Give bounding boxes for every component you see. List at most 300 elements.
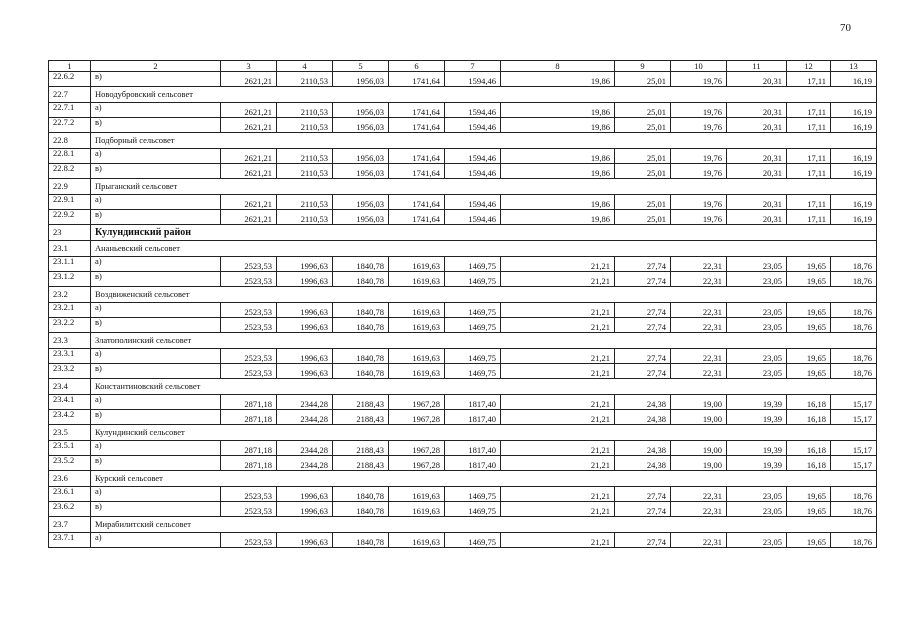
value-cell: 1619,63	[389, 533, 445, 548]
value-cell: 2621,21	[221, 164, 277, 179]
value-cell: 15,17	[831, 410, 877, 425]
table-row	[49, 410, 877, 425]
value-cell: 20,31	[727, 210, 787, 225]
value-cell: 16,19	[831, 149, 877, 164]
section-name: Ананьевский сельсовет	[91, 241, 877, 257]
value-cell: 1741,64	[389, 72, 445, 87]
value-cell: 16,18	[787, 395, 831, 410]
row-code: 23.5.2	[49, 456, 91, 471]
value-cell: 25,01	[615, 72, 671, 87]
value-cell: 25,01	[615, 164, 671, 179]
value-cell: 16,19	[831, 210, 877, 225]
table-row	[49, 272, 877, 287]
section-name: Прыганский сельсовет	[91, 179, 877, 195]
value-cell: 1996,63	[277, 533, 333, 548]
value-cell: 17,11	[787, 149, 831, 164]
value-cell: 1996,63	[277, 272, 333, 287]
value-cell: 25,01	[615, 149, 671, 164]
row-code: 22.7.1	[49, 103, 91, 118]
value-cell: 2871,18	[221, 441, 277, 456]
value-cell: 27,74	[615, 257, 671, 272]
value-cell: 1594,46	[445, 149, 501, 164]
value-cell: 2621,21	[221, 149, 277, 164]
row-name: а)	[91, 303, 221, 318]
value-cell: 2188,43	[333, 456, 389, 471]
value-cell: 19,86	[501, 103, 615, 118]
value-cell: 1469,75	[445, 349, 501, 364]
value-cell: 21,21	[501, 349, 615, 364]
row-code: 23.7.1	[49, 533, 91, 548]
value-cell: 1594,46	[445, 210, 501, 225]
section-name: Константиновский сельсовет	[91, 379, 877, 395]
value-cell: 22,31	[671, 349, 727, 364]
value-cell: 2344,28	[277, 410, 333, 425]
row-name: в)	[91, 502, 221, 517]
value-cell: 19,65	[787, 364, 831, 379]
value-cell: 1840,78	[333, 303, 389, 318]
value-cell: 1741,64	[389, 210, 445, 225]
value-cell: 1594,46	[445, 164, 501, 179]
value-cell: 27,74	[615, 318, 671, 333]
value-cell: 24,38	[615, 441, 671, 456]
value-cell: 1469,75	[445, 318, 501, 333]
value-cell: 24,38	[615, 410, 671, 425]
value-cell: 1741,64	[389, 118, 445, 133]
section-row	[49, 179, 877, 195]
value-cell: 19,86	[501, 118, 615, 133]
value-cell: 19,39	[727, 410, 787, 425]
value-cell: 1469,75	[445, 487, 501, 502]
section-code: 23.2	[49, 287, 91, 303]
header-cell: 10	[671, 61, 727, 72]
value-cell: 2871,18	[221, 410, 277, 425]
value-cell: 2871,18	[221, 395, 277, 410]
value-cell: 25,01	[615, 195, 671, 210]
value-cell: 19,00	[671, 456, 727, 471]
value-cell: 15,17	[831, 395, 877, 410]
value-cell: 24,38	[615, 456, 671, 471]
value-cell: 1996,63	[277, 502, 333, 517]
table-body	[49, 61, 877, 548]
value-cell: 2523,53	[221, 533, 277, 548]
row-name: в)	[91, 164, 221, 179]
header-cell: 6	[389, 61, 445, 72]
value-cell: 1956,03	[333, 149, 389, 164]
header-cell: 9	[615, 61, 671, 72]
section-code: 22.8	[49, 133, 91, 149]
value-cell: 27,74	[615, 349, 671, 364]
row-name: а)	[91, 349, 221, 364]
value-cell: 1619,63	[389, 502, 445, 517]
value-cell: 22,31	[671, 487, 727, 502]
value-cell: 19,65	[787, 487, 831, 502]
value-cell: 2523,53	[221, 303, 277, 318]
row-name: в)	[91, 272, 221, 287]
section-code: 23.7	[49, 517, 91, 533]
value-cell: 23,05	[727, 349, 787, 364]
section-row	[49, 379, 877, 395]
value-cell: 19,86	[501, 210, 615, 225]
value-cell: 2523,53	[221, 272, 277, 287]
value-cell: 16,19	[831, 164, 877, 179]
value-cell: 1996,63	[277, 364, 333, 379]
table-row	[49, 195, 877, 210]
value-cell: 17,11	[787, 210, 831, 225]
value-cell: 27,74	[615, 272, 671, 287]
value-cell: 19,65	[787, 272, 831, 287]
table-row	[49, 303, 877, 318]
row-code: 22.7.2	[49, 118, 91, 133]
header-cell: 11	[727, 61, 787, 72]
section-code: 23.4	[49, 379, 91, 395]
value-cell: 16,18	[787, 456, 831, 471]
row-code: 22.9.2	[49, 210, 91, 225]
table-row	[49, 533, 877, 548]
value-cell: 21,21	[501, 318, 615, 333]
row-name: а)	[91, 149, 221, 164]
row-name: а)	[91, 533, 221, 548]
value-cell: 19,86	[501, 149, 615, 164]
value-cell: 21,21	[501, 502, 615, 517]
header-cell: 1	[49, 61, 91, 72]
row-code: 23.6.1	[49, 487, 91, 502]
section-name: Златополинский сельсовет	[91, 333, 877, 349]
row-name: в)	[91, 456, 221, 471]
value-cell: 25,01	[615, 103, 671, 118]
section-row	[49, 517, 877, 533]
value-cell: 18,76	[831, 303, 877, 318]
value-cell: 1840,78	[333, 364, 389, 379]
value-cell: 1619,63	[389, 487, 445, 502]
value-cell: 1741,64	[389, 195, 445, 210]
value-cell: 16,19	[831, 103, 877, 118]
value-cell: 1594,46	[445, 103, 501, 118]
value-cell: 21,21	[501, 395, 615, 410]
value-cell: 1840,78	[333, 318, 389, 333]
row-code: 22.8.2	[49, 164, 91, 179]
value-cell: 22,31	[671, 272, 727, 287]
section-name: Мирабилитский сельсовет	[91, 517, 877, 533]
header-cell: 13	[831, 61, 877, 72]
row-name: в)	[91, 318, 221, 333]
value-cell: 1619,63	[389, 272, 445, 287]
value-cell: 1469,75	[445, 364, 501, 379]
value-cell: 1741,64	[389, 103, 445, 118]
value-cell: 2621,21	[221, 195, 277, 210]
value-cell: 2344,28	[277, 456, 333, 471]
region-row	[49, 225, 877, 241]
value-cell: 15,17	[831, 441, 877, 456]
row-code: 23.4.1	[49, 395, 91, 410]
value-cell: 19,65	[787, 502, 831, 517]
value-cell: 16,19	[831, 118, 877, 133]
header-cell: 4	[277, 61, 333, 72]
value-cell: 1840,78	[333, 533, 389, 548]
value-cell: 2621,21	[221, 210, 277, 225]
table-row	[49, 118, 877, 133]
value-cell: 27,74	[615, 533, 671, 548]
section-row	[49, 287, 877, 303]
value-cell: 1956,03	[333, 210, 389, 225]
value-cell: 23,05	[727, 303, 787, 318]
value-cell: 17,11	[787, 195, 831, 210]
table-row	[49, 103, 877, 118]
value-cell: 2344,28	[277, 441, 333, 456]
value-cell: 21,21	[501, 257, 615, 272]
value-cell: 20,31	[727, 118, 787, 133]
value-cell: 19,39	[727, 395, 787, 410]
value-cell: 2188,43	[333, 395, 389, 410]
value-cell: 22,31	[671, 533, 727, 548]
value-cell: 19,00	[671, 410, 727, 425]
value-cell: 21,21	[501, 303, 615, 318]
header-row	[49, 61, 877, 72]
value-cell: 19,39	[727, 441, 787, 456]
value-cell: 22,31	[671, 364, 727, 379]
value-cell: 1956,03	[333, 118, 389, 133]
row-name: а)	[91, 195, 221, 210]
header-cell: 8	[501, 61, 615, 72]
value-cell: 19,65	[787, 349, 831, 364]
value-cell: 20,31	[727, 72, 787, 87]
value-cell: 21,21	[501, 410, 615, 425]
row-name: в)	[91, 210, 221, 225]
value-cell: 25,01	[615, 118, 671, 133]
region-name: Кулундинский район	[91, 225, 877, 241]
value-cell: 18,76	[831, 487, 877, 502]
value-cell: 17,11	[787, 103, 831, 118]
section-row	[49, 471, 877, 487]
value-cell: 22,31	[671, 318, 727, 333]
value-cell: 2621,21	[221, 103, 277, 118]
value-cell: 19,76	[671, 103, 727, 118]
value-cell: 15,17	[831, 456, 877, 471]
table-row	[49, 318, 877, 333]
row-code: 22.9.1	[49, 195, 91, 210]
value-cell: 1967,28	[389, 441, 445, 456]
value-cell: 2523,53	[221, 318, 277, 333]
section-code: 23.5	[49, 425, 91, 441]
value-cell: 1469,75	[445, 257, 501, 272]
row-code: 23.4.2	[49, 410, 91, 425]
value-cell: 2110,53	[277, 210, 333, 225]
header-cell: 3	[221, 61, 277, 72]
section-name: Кулундинский сельсовет	[91, 425, 877, 441]
value-cell: 1619,63	[389, 318, 445, 333]
value-cell: 19,76	[671, 164, 727, 179]
row-code: 23.3.2	[49, 364, 91, 379]
table-row	[49, 164, 877, 179]
table-row	[49, 149, 877, 164]
row-name: в)	[91, 364, 221, 379]
table-row	[49, 441, 877, 456]
value-cell: 21,21	[501, 533, 615, 548]
row-code: 23.2.1	[49, 303, 91, 318]
value-cell: 1469,75	[445, 502, 501, 517]
section-row	[49, 241, 877, 257]
value-cell: 2523,53	[221, 487, 277, 502]
value-cell: 23,05	[727, 318, 787, 333]
value-cell: 1817,40	[445, 456, 501, 471]
value-cell: 1996,63	[277, 303, 333, 318]
row-name: а)	[91, 103, 221, 118]
row-code: 23.3.1	[49, 349, 91, 364]
value-cell: 2188,43	[333, 410, 389, 425]
value-cell: 2523,53	[221, 502, 277, 517]
value-cell: 22,31	[671, 257, 727, 272]
value-cell: 19,65	[787, 303, 831, 318]
value-cell: 27,74	[615, 364, 671, 379]
header-cell: 12	[787, 61, 831, 72]
table-row	[49, 210, 877, 225]
value-cell: 19,65	[787, 318, 831, 333]
value-cell: 19,76	[671, 149, 727, 164]
row-name: а)	[91, 395, 221, 410]
value-cell: 20,31	[727, 149, 787, 164]
value-cell: 1817,40	[445, 441, 501, 456]
value-cell: 19,76	[671, 118, 727, 133]
value-cell: 1817,40	[445, 410, 501, 425]
value-cell: 16,18	[787, 441, 831, 456]
value-cell: 19,86	[501, 72, 615, 87]
section-name: Воздвиженский сельсовет	[91, 287, 877, 303]
value-cell: 21,21	[501, 456, 615, 471]
value-cell: 1840,78	[333, 272, 389, 287]
value-cell: 2523,53	[221, 349, 277, 364]
value-cell: 1996,63	[277, 257, 333, 272]
value-cell: 19,76	[671, 195, 727, 210]
value-cell: 18,76	[831, 349, 877, 364]
value-cell: 2110,53	[277, 149, 333, 164]
row-code: 22.8.1	[49, 149, 91, 164]
section-code: 22.9	[49, 179, 91, 195]
value-cell: 19,39	[727, 456, 787, 471]
value-cell: 1840,78	[333, 349, 389, 364]
table-row	[49, 349, 877, 364]
row-name: а)	[91, 257, 221, 272]
value-cell: 18,76	[831, 318, 877, 333]
section-row	[49, 425, 877, 441]
section-name: Курский сельсовет	[91, 471, 877, 487]
value-cell: 2110,53	[277, 103, 333, 118]
table-row	[49, 456, 877, 471]
value-cell: 1840,78	[333, 487, 389, 502]
value-cell: 20,31	[727, 195, 787, 210]
value-cell: 2110,53	[277, 72, 333, 87]
row-code: 23.6.2	[49, 502, 91, 517]
row-name: в)	[91, 118, 221, 133]
value-cell: 18,76	[831, 533, 877, 548]
value-cell: 1594,46	[445, 118, 501, 133]
value-cell: 17,11	[787, 72, 831, 87]
section-code: 23.6	[49, 471, 91, 487]
value-cell: 21,21	[501, 487, 615, 502]
section-code: 23.1	[49, 241, 91, 257]
table-row	[49, 487, 877, 502]
value-cell: 1619,63	[389, 364, 445, 379]
value-cell: 21,21	[501, 272, 615, 287]
section-row	[49, 133, 877, 149]
value-cell: 1956,03	[333, 195, 389, 210]
value-cell: 18,76	[831, 272, 877, 287]
value-cell: 1967,28	[389, 410, 445, 425]
value-cell: 1967,28	[389, 456, 445, 471]
value-cell: 20,31	[727, 103, 787, 118]
header-cell: 7	[445, 61, 501, 72]
value-cell: 1469,75	[445, 272, 501, 287]
value-cell: 1619,63	[389, 257, 445, 272]
value-cell: 19,76	[671, 210, 727, 225]
value-cell: 23,05	[727, 533, 787, 548]
value-cell: 2621,21	[221, 72, 277, 87]
value-cell: 19,65	[787, 533, 831, 548]
row-code: 23.1.2	[49, 272, 91, 287]
value-cell: 22,31	[671, 502, 727, 517]
value-cell: 17,11	[787, 118, 831, 133]
section-name: Подборный сельсовет	[91, 133, 877, 149]
value-cell: 23,05	[727, 502, 787, 517]
value-cell: 27,74	[615, 487, 671, 502]
value-cell: 2523,53	[221, 257, 277, 272]
value-cell: 1741,64	[389, 149, 445, 164]
value-cell: 27,74	[615, 502, 671, 517]
row-name: а)	[91, 487, 221, 502]
value-cell: 16,18	[787, 410, 831, 425]
value-cell: 23,05	[727, 272, 787, 287]
value-cell: 23,05	[727, 487, 787, 502]
value-cell: 1741,64	[389, 164, 445, 179]
table-row	[49, 72, 877, 87]
region-code: 23	[49, 225, 91, 241]
value-cell: 18,76	[831, 364, 877, 379]
tariff-table	[48, 60, 877, 548]
value-cell: 1956,03	[333, 72, 389, 87]
value-cell: 21,21	[501, 364, 615, 379]
section-row	[49, 87, 877, 103]
value-cell: 18,76	[831, 257, 877, 272]
value-cell: 16,19	[831, 72, 877, 87]
table-row	[49, 257, 877, 272]
value-cell: 27,74	[615, 303, 671, 318]
value-cell: 22,31	[671, 303, 727, 318]
value-cell: 1840,78	[333, 257, 389, 272]
value-cell: 19,86	[501, 195, 615, 210]
value-cell: 1956,03	[333, 103, 389, 118]
value-cell: 2110,53	[277, 164, 333, 179]
table-row	[49, 395, 877, 410]
value-cell: 1817,40	[445, 395, 501, 410]
row-code: 23.5.1	[49, 441, 91, 456]
header-cell: 5	[333, 61, 389, 72]
value-cell: 2871,18	[221, 456, 277, 471]
value-cell: 16,19	[831, 195, 877, 210]
value-cell: 1594,46	[445, 72, 501, 87]
value-cell: 2523,53	[221, 364, 277, 379]
value-cell: 19,65	[787, 257, 831, 272]
value-cell: 2344,28	[277, 395, 333, 410]
table-row	[49, 364, 877, 379]
header-cell: 2	[91, 61, 221, 72]
value-cell: 2188,43	[333, 441, 389, 456]
value-cell: 25,01	[615, 210, 671, 225]
section-name: Новодубровский сельсовет	[91, 87, 877, 103]
value-cell: 17,11	[787, 164, 831, 179]
row-name: а)	[91, 441, 221, 456]
table-row	[49, 502, 877, 517]
row-code: 23.1.1	[49, 257, 91, 272]
row-code: 22.6.2	[49, 72, 91, 87]
value-cell: 1619,63	[389, 303, 445, 318]
